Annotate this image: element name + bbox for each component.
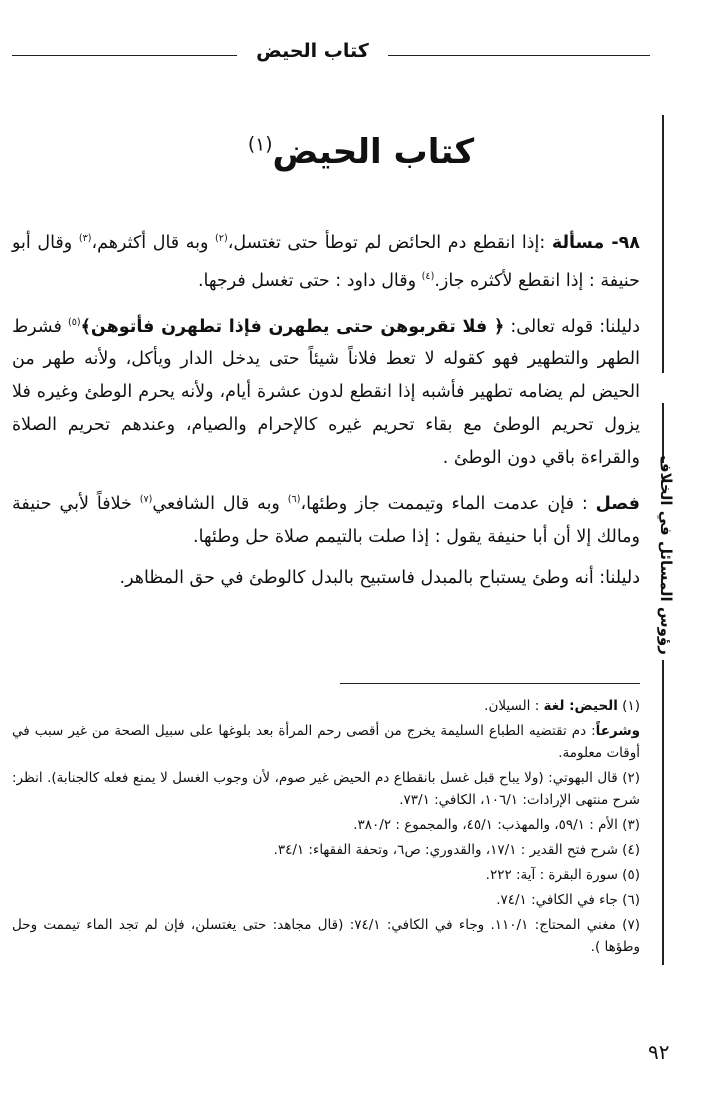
footnote-number: (٦) — [617, 892, 640, 908]
footnote-text: : السيلان. — [484, 698, 544, 714]
text-run: : فإن عدمت الماء وتيممت جاز وطئها، — [300, 494, 596, 515]
footnote-number: (٢) — [617, 770, 641, 786]
footnote-text: جاء في الكافي: ٧٤/١. — [496, 892, 618, 908]
chapter-title-text: كتاب الحيض — [272, 132, 475, 172]
footnotes — [12, 695, 640, 961]
paragraph-evidence-2 — [12, 562, 640, 595]
footnote-marker: (١) — [247, 134, 273, 156]
footnote-text: سورة البقرة : آية: ٢٢٢. — [485, 867, 618, 883]
footnote-rule — [340, 683, 640, 684]
footnote — [12, 889, 640, 911]
side-label-text: رؤوس المسائل في الخلاف — [657, 455, 675, 655]
text-run: دليلنا: قوله تعالى: — [504, 316, 640, 337]
text-run: وبه قال الشافعي — [152, 494, 288, 515]
footnote-term: الحيض: لغة — [543, 698, 618, 714]
text-run: وقال داود : حتى تغسل فرجها. — [197, 270, 422, 291]
footnote-text: : دم تقتضيه الطباع السليمة يخرج من أقصى رحم المرأة بعد بلوغها على سبيل الصحة من غير سبب في أوقات معلومة. — [12, 723, 640, 761]
footnote — [12, 767, 640, 811]
footnote — [12, 814, 640, 836]
text-run: وبه قال أكثرهم، — [91, 232, 216, 253]
header-rule-left — [12, 55, 237, 56]
header-rule-right — [388, 55, 650, 56]
footnote — [12, 720, 640, 764]
footnote — [12, 839, 640, 861]
footnote — [12, 914, 640, 958]
text-run: وقال أبو حنيفة : إذا انقطع لأكثره جاز. — [12, 232, 640, 291]
section-label: فصل — [595, 494, 640, 515]
footnote-marker: (٤) — [421, 270, 435, 282]
issue-label: مسألة — [551, 232, 605, 253]
running-head: كتاب الحيض — [256, 40, 369, 62]
side-book-label — [643, 455, 689, 655]
footnote-term: وشرعاً — [595, 723, 640, 739]
text-run: :إذا انقطع دم الحائض لم توطأ حتى تغتسل، — [227, 232, 552, 253]
side-rule-bottom — [662, 660, 664, 965]
footnote-marker: (٥) — [68, 316, 81, 328]
footnote-marker: (٦) — [287, 494, 301, 506]
paragraph-issue — [12, 222, 640, 298]
issue-number: ٩٨- — [604, 232, 640, 253]
footnote-text: الأم : ٥٩/١، والمهذب: ٤٥/١، والمجموع : ٣٨٠/٢. — [353, 817, 618, 833]
body-text — [12, 222, 640, 603]
page-number: ٩٢ — [648, 1040, 670, 1064]
side-rule-middle — [662, 403, 664, 463]
footnote-text: قال البهوتي: (ولا يباح قبل غسل بانقطاع دم الحيض غير صوم، لأن وجوب الغسل لا يمنع فعله كالجنابة). انظر: شرح منتهى الإرادات: ١٠٦/١، الكافي: ٧٣/١. — [12, 770, 640, 808]
quran-verse: ﴿ فلا تقربوهن حتى يطهرن فإذا تطهرن فأتوهن﴾ — [80, 316, 505, 337]
footnote-text: شرح فتح القدير : ١٧/١، والقدوري: ص٦، وتحفة الفقهاء: ٣٤/١. — [273, 842, 618, 858]
footnote-number: (٤) — [617, 842, 640, 858]
footnote — [12, 864, 640, 886]
paragraph-evidence — [12, 306, 640, 476]
footnote — [12, 695, 640, 717]
chapter-title — [0, 132, 722, 172]
footnote-marker: (٢) — [215, 233, 228, 244]
paragraph-section — [12, 483, 640, 554]
footnote-number: (١) — [617, 698, 640, 714]
text-run: خلافاً لأبي حنيفة ومالك إلا أن أبا حنيفة يقول : إذا صلت بالتيمم صلاة حل وطئها. — [12, 494, 640, 548]
footnote-number: (٧) — [615, 917, 640, 933]
footnote-marker: (٣) — [78, 233, 92, 244]
footnote-text: مغني المحتاج: ١١٠/١. وجاء في الكافي: ٧٤/١: (قال مجاهد: حتى يغتسلن، فإن لم تجد الماء تيممت وحل وطؤها ). — [12, 917, 640, 955]
text-run: فشرط الطهر والتطهير فهو كقوله لا تعط فلاناً شيئاً حتى يدخل الدار ويأكل، ولأنه طهر من الحيض لم يضامه تطهير فأشبه إذا انقطع لدون عشرة أيام، ولأنه يحرم الوطئ وغيره فلا يزول تحريم الوطئ مع بقاء تحريم غيره كالإحرام والصيام، وعندهم تحريم الصلاة والقراءة باقي دون الوطئ . — [12, 316, 640, 469]
text-run: دليلنا: أنه وطئ يستباح بالمبدل فاستبيح بالبدل كالوطئ في حق المظاهر. — [119, 568, 640, 589]
footnote-number: (٥) — [617, 867, 640, 883]
footnote-marker: (٧) — [139, 494, 153, 506]
footnote-number: (٣) — [617, 817, 640, 833]
